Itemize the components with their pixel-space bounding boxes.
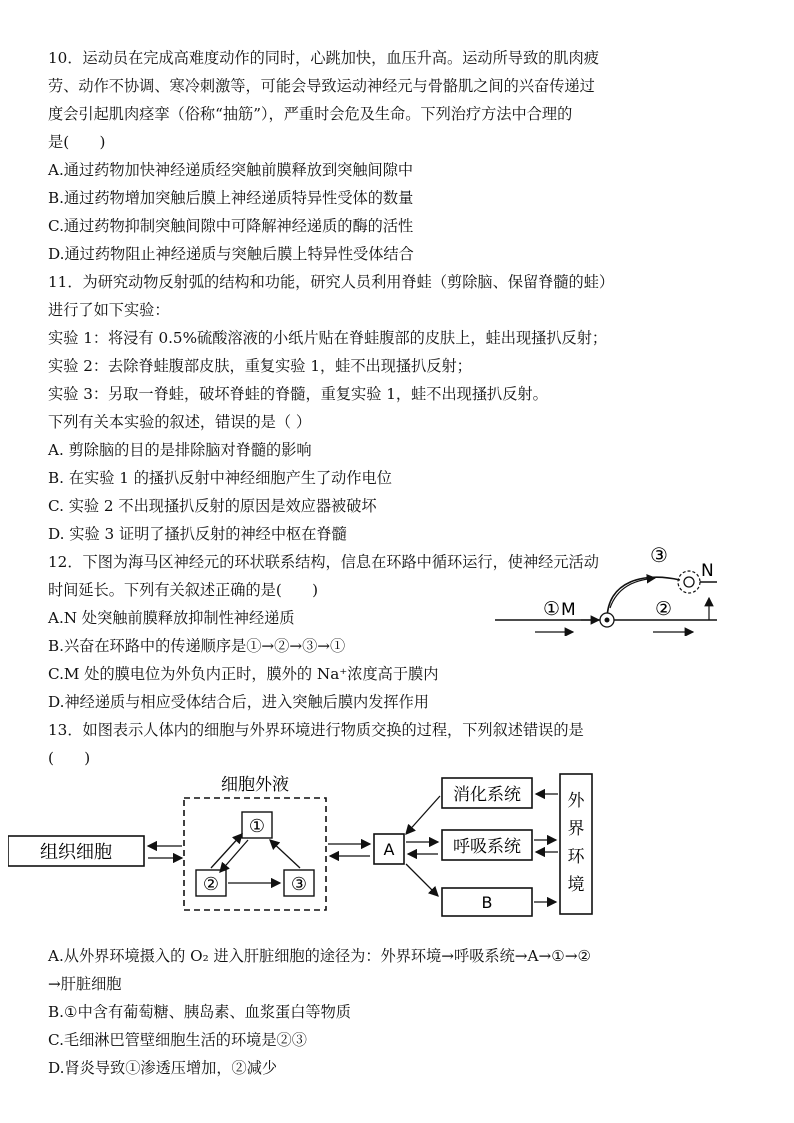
- arrow-3-to-1: [270, 840, 300, 868]
- node-a-label: A: [383, 840, 395, 859]
- question-10-stem-line: 度会引起肌肉痉挛（俗称“抽筋”），严重时会危及生命。下列治疗方法中合理的: [48, 105, 573, 123]
- environment-label-char: 界: [567, 819, 585, 839]
- question-13-option-a-continued: →肝脏细胞: [48, 975, 122, 993]
- question-10: [48, 44, 760, 268]
- question-12-option-d: D.神经递质与相应受体结合后，进入突触后膜内发挥作用: [48, 693, 429, 711]
- label-2: ②: [655, 598, 673, 620]
- question-13-stem-line: ( ): [48, 749, 91, 767]
- question-10-option-d: D.通过药物阻止神经递质与突触后膜上特异性受体结合: [48, 245, 414, 263]
- node-3-label: ③: [290, 874, 308, 895]
- environment-label-char: 外: [567, 791, 585, 811]
- question-11-option-b: B. 在实验 1 的搔扒反射中神经细胞产生了动作电位: [48, 469, 392, 487]
- question-13-option-b: B.①中含有葡萄糖、胰岛素、血浆蛋白等物质: [48, 1003, 351, 1021]
- question-12-stem-line: 12．下图为海马区神经元的环状联系结构，信息在环路中循环运行，使神经元活动: [48, 553, 599, 571]
- node-b-label: B: [481, 893, 493, 912]
- question-13-stem-line: 13．如图表示人体内的细胞与外界环境进行物质交换的过程，下列叙述错误的是: [48, 721, 584, 739]
- tissue-cell-label: 组织细胞: [40, 842, 112, 863]
- label-n: N: [701, 561, 714, 581]
- label-m: M: [561, 600, 576, 620]
- question-12-option-a: A.N 处突触前膜释放抑制性神经递质: [48, 609, 295, 627]
- question-13-option-c: C.毛细淋巴管壁细胞生活的环境是②③: [48, 1031, 307, 1049]
- question-10-stem-line: 劳、动作不协调、寒冷刺激等，可能会导致运动神经元与骨骼肌之间的兴奋传递过: [48, 77, 595, 95]
- question-13-option-d: D.肾炎导致①渗透压增加，②减少: [48, 1059, 278, 1077]
- fluid-exchange-figure: [8, 768, 608, 924]
- question-11-option-a: A. 剪除脑的目的是排除脑对脊髓的影响: [48, 441, 312, 459]
- synapse-m-dot: [605, 618, 610, 623]
- respiratory-label: 呼吸系统: [453, 837, 521, 857]
- question-13-option-a: A.从外界环境摄入的 O₂ 进入肝脏细胞的途径为：外界环境→呼吸系统→A→①→②: [48, 947, 592, 965]
- experiment-1-line: 实验 1：将浸有 0.5%硫酸溶液的小纸片贴在脊蛙腹部的皮肤上，蛙出现搔扒反射；: [48, 329, 608, 347]
- question-10-option-b: B.通过药物增加突触后膜上神经递质特异性受体的数量: [48, 189, 414, 207]
- node-1-label: ①: [248, 816, 266, 837]
- arc-arrow: [610, 578, 655, 608]
- question-10-option-a: A.通过药物加快神经递质经突触前膜释放到突触间隙中: [48, 161, 414, 179]
- environment-label-char: 环: [567, 847, 585, 867]
- label-1: ①: [543, 598, 561, 620]
- arrow-1-to-2: [220, 840, 248, 872]
- neuron-loop-figure: [495, 540, 717, 636]
- arrow-2-to-1: [211, 834, 242, 868]
- question-10-stem-line: 是( ): [48, 133, 106, 151]
- question-11: [48, 268, 760, 548]
- experiment-3-line: 实验 3：另取一脊蛙，破坏脊蛙的脊髓，重复实验 1，蛙不出现搔扒反射。: [48, 385, 548, 403]
- question-11-prompt: 下列有关本实验的叙述，错误的是（ ）: [48, 413, 312, 431]
- question-10-stem-line: 10．运动员在完成高难度动作的同时，心跳加快，血压升高。运动所导致的肌肉疲: [48, 49, 599, 67]
- question-12-stem-line: 时间延长。下列有关叙述正确的是( ): [48, 581, 319, 599]
- question-11-stem-line: 11．为研究动物反射弧的结构和功能，研究人员利用脊蛙（剪除脑、保留脊髓的蛙）: [48, 273, 615, 291]
- arrow-digestive-to-a: [406, 796, 440, 834]
- synapse-n-circle: [684, 577, 694, 587]
- question-12-option-b: B.兴奋在环路中的传递顺序是①→②→③→①: [48, 637, 346, 655]
- question-11-option-d: D. 实验 3 证明了搔扒反射的神经中枢在脊髓: [48, 525, 347, 543]
- question-11-option-c: C. 实验 2 不出现搔扒反射的原因是效应器被破坏: [48, 497, 377, 515]
- environment-label-char: 境: [567, 875, 585, 895]
- digestive-label: 消化系统: [453, 785, 521, 805]
- question-12-option-c: C.M 处的膜电位为外负内正时，膜外的 Na⁺浓度高于膜内: [48, 665, 439, 683]
- extracellular-label: 细胞外液: [221, 775, 289, 795]
- node-2-label: ②: [202, 874, 220, 895]
- arrow-a-to-b: [406, 864, 438, 896]
- question-11-stem-line: 进行了如下实验：: [48, 301, 170, 319]
- label-3: ③: [650, 543, 668, 567]
- question-10-option-c: C.通过药物抑制突触间隙中可降解神经递质的酶的活性: [48, 217, 414, 235]
- experiment-2-line: 实验 2：去除脊蛙腹部皮肤，重复实验 1，蛙不出现搔扒反射；: [48, 357, 472, 375]
